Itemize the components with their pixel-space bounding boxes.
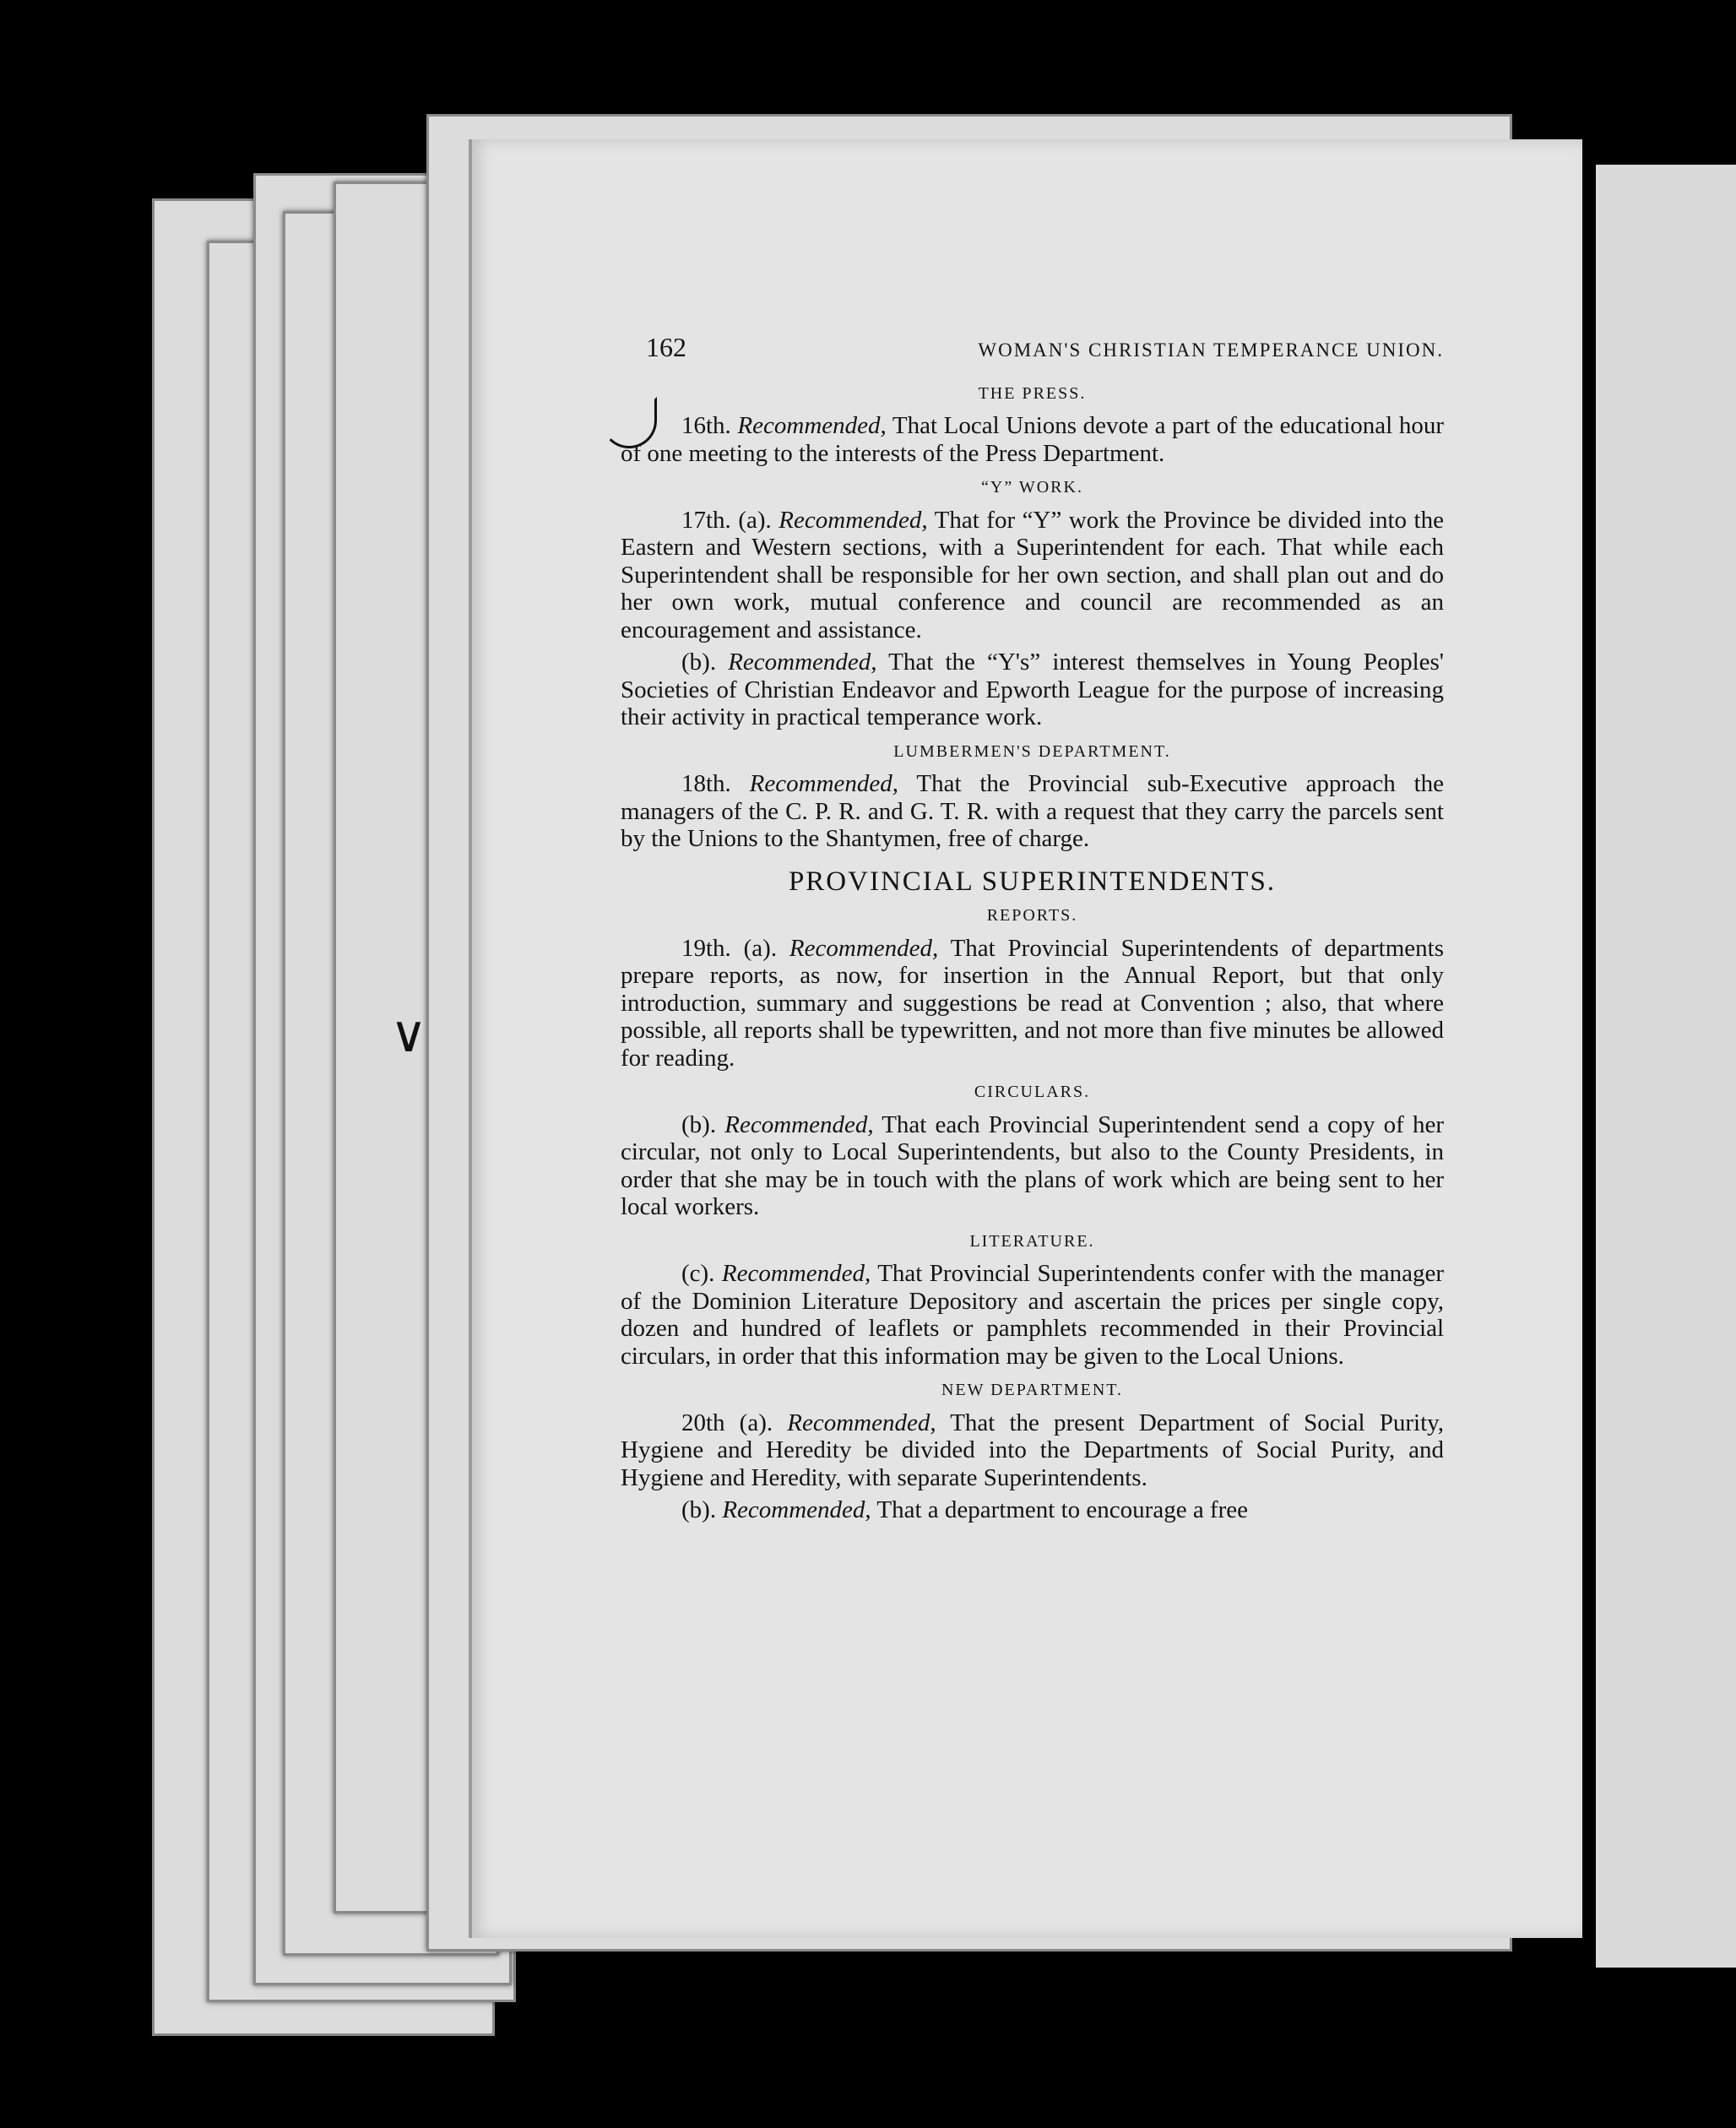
- paragraph-17b: (b). Recommended, That the “Y's” interest themselves in Young Peoples' Societies of Christian Endeavor and Epworth League for the purpose of increasing their activity in practical temperance work.: [621, 649, 1445, 730]
- section-heading-y-work: “Y” WORK.: [981, 478, 1083, 497]
- paragraph-20a: 20th (a). Recommended, That the present Department of Social Purity, Hygiene and Heredity be divided into the Departments of Social Purity, and Hygiene and Heredity, with separate Superintendents.: [621, 1409, 1444, 1491]
- running-title: WOMAN'S CHRISTIAN TEMPERANCE UNION.: [978, 339, 1444, 361]
- section-heading-new-department: NEW DEPARTMENT.: [941, 1381, 1124, 1399]
- section-heading-circulars: CIRCULARS.: [974, 1083, 1091, 1101]
- section-heading-press: THE PRESS.: [978, 383, 1087, 403]
- paragraph-18: 18th. Recommended, That the Provincial sub-Executive approach the managers of the C. P. R. and G. T. R. with a request that they carry the parcels sent by the Unions to the Shantymen, free of charge.: [621, 770, 1445, 852]
- paragraph-19b: (b). Recommended, That each Provincial Superintendent send a copy of her circular, not only to Local Superintendents, but also to the County Presidents, in order that she may be in touch with the plans of work which are being sent to her local workers.: [621, 1110, 1444, 1220]
- provincial-superintendents-heading: PROVINCIAL SUPERINTENDENTS.: [788, 866, 1277, 897]
- check-mark-icon: ∨: [390, 1005, 427, 1064]
- section-heading-lumbermen: LUMBERMEN'S DEPARTMENT.: [893, 741, 1171, 761]
- facing-page-edge: [1596, 165, 1736, 1968]
- paragraph-19a: 19th. (a). Recommended, That Provincial Superintendents of departments prepare reports, as now, for insertion in the Annual Report, but that only introduction, summary and suggestions be read at Convention ; also, that where possible, all reports shall be typewritten, and not more than five minutes be allowed for reading.: [621, 934, 1444, 1072]
- section-heading-literature: LITERATURE.: [969, 1231, 1095, 1251]
- paragraph-19c: (c). Recommended, That Provincial Superintendents confer with the manager of the Dominion Literature Depository and ascertain the prices per single copy, dozen and hundred of leaflets or pamphlets recommended in their Provincial circulars, in order that this information may be given to the Local Unions.: [621, 1260, 1445, 1370]
- paragraph-16: 16th. Recommended, That Local Unions devote a part of the educational hour of one meeting to the interests of the Press Department.: [621, 412, 1444, 467]
- page-text: [621, 334, 1444, 1529]
- paragraph-17a: 17th. (a). Recommended, That for “Y” work the Province be divided into the Eastern and Western sections, with a Superintendent for each. That while each Superintendent shall be responsible for her own section, and shall plan out and do her own work, mutual conference and council are recommended as an encouragement and assistance.: [621, 506, 1444, 643]
- section-heading-reports: REPORTS.: [986, 906, 1078, 925]
- page-number: 162: [646, 332, 686, 362]
- page-header: [646, 334, 1444, 365]
- paragraph-20b: (b). Recommended, That a department to encourage a free: [681, 1496, 1248, 1523]
